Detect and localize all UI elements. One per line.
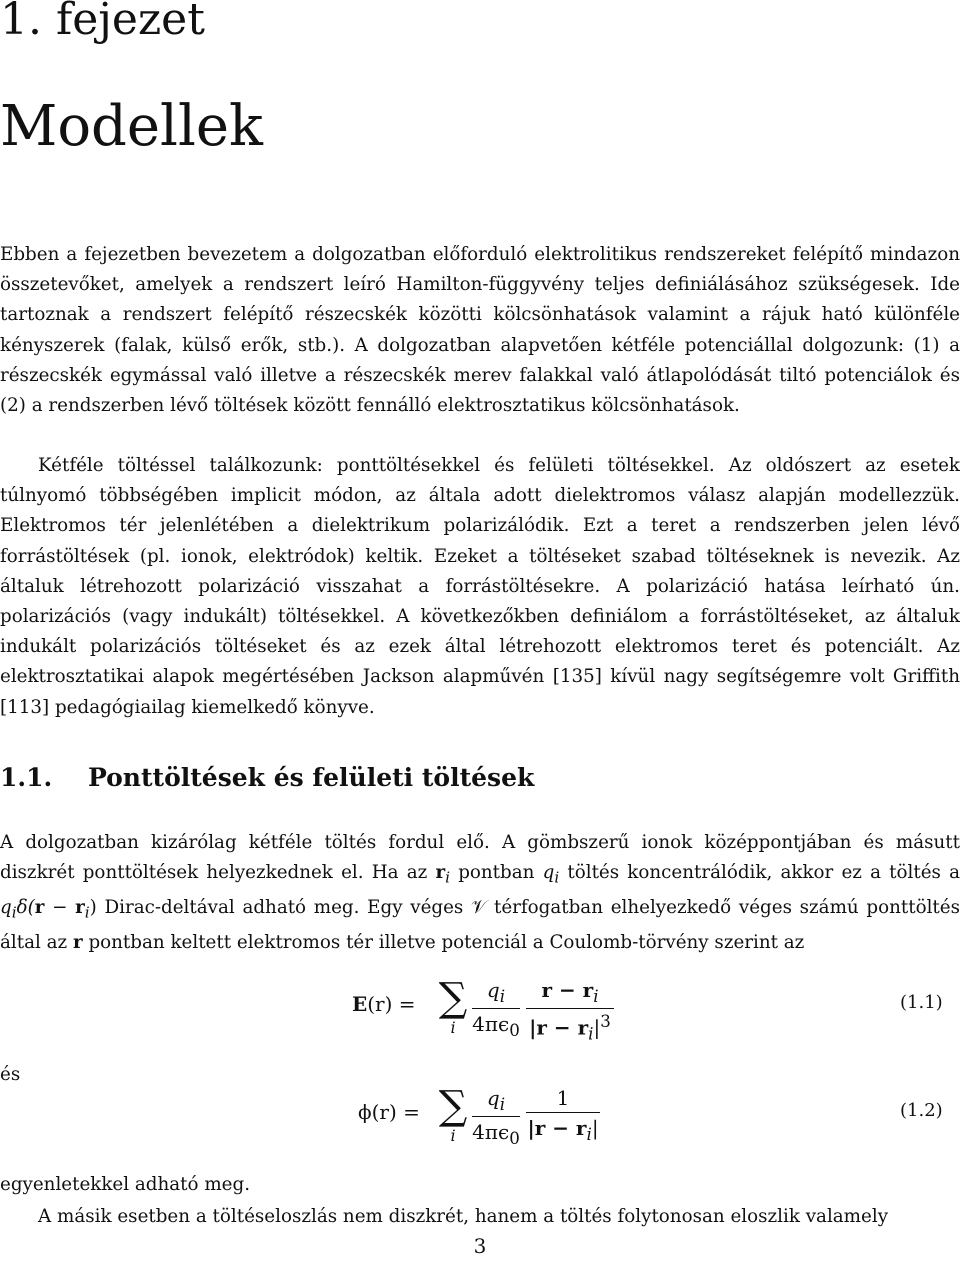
after-equations-text: egyenletekkel adható meg. — [0, 1174, 251, 1195]
eq1-fraction-charge: $\frac{q_i}{4\pi\epsilon_0}$ — [472, 978, 520, 1040]
eq2-sum: ∑ i — [438, 1083, 468, 1145]
page-number: 3 — [473, 1234, 487, 1258]
eq1-sum: ∑ i — [438, 975, 468, 1037]
eq1-fraction-vector: $\frac{r - r_i}{|r - r_i|^3}$ — [526, 978, 614, 1044]
eq1-lhs: E(r) = — [352, 992, 416, 1016]
eq2-fraction-inverse: $\frac{1}{|r - r_i|}$ — [527, 1086, 599, 1144]
chapter-label: 1. fejezet — [0, 0, 205, 45]
equation-1-2 — [0, 1083, 960, 1166]
section-paragraph: A dolgozatban kizárólag kétféle töltés fordul elő. A gömbszerű ionok középpontjában és másutt diszkrét ponttöltések helyezkednek el. Ha az $r_i$ pontban $q_i$ töltés koncentrálódik, akkor ez a töltés a $q_i\delta(r - r_i)$ Dirac-deltával adható meg. Egy véges 𝒱 térfogatban elhelyezkedő véges számú ponttöltés által az r pontban keltett elektromos tér illetve potenciál a Coulomb-törvény szerint az — [0, 832, 960, 953]
chapter-title: Modellek — [0, 94, 263, 159]
position-vector: r — [435, 862, 446, 884]
intro-paragraph: Ebben a fejezetben bevezetem a dolgozatban előforduló elektrolitikus rendszereket felépítő mindazon összetevőket, amelyek a rendszert leíró Hamilton-függyvény teljes definiálásához szükségesek. Ide tartoznak a rendszert felépítő részecskék közötti kölcsönhatások valamint a rájuk ható különféle kényszerek (falak, külső erők, stb.). A dolgozatban alapvetően kétféle potenciállal dolgozunk: (1) a részecskék egymással való illetve a részecskék merev falakkal való átlapolódását tiltó potenciálok és (2) a rendszerben lévő töltések között fennálló elektrosztatikus kölcsönhatások. — [0, 244, 960, 417]
section-title: Ponttöltések és felületi töltések — [88, 763, 535, 792]
eq2-fraction-charge: $\frac{q_i}{4\pi\epsilon_0}$ — [472, 1086, 520, 1148]
last-line: A másik esetben a töltéseloszlás nem diszkrét, hanem a töltés folytonosan eloszlik valamely — [38, 1206, 889, 1227]
section-heading — [0, 763, 534, 792]
connector-word: és — [0, 1064, 21, 1085]
eq2-lhs: ϕ(r) = — [358, 1100, 420, 1124]
charge-symbol: q — [542, 862, 555, 884]
equation-1-1 — [0, 975, 960, 1058]
section-number: 1.1. — [0, 763, 53, 792]
second-paragraph: Kétféle töltéssel találkozunk: ponttöltésekkel és felületi töltésekkel. Az oldószert az esetek túlnyomó többségében implicit módon, az általa adott dielektromos válasz alapján modellezzük. Elektromos tér jelenlétében a dielektrikum polarizálódik. Ezt a teret a rendszerben jelen lévő forrástöltések (pl. ionok, elektródok) keltik. Ezeket a töltéseket szabad töltéseknek is nevezik. Az általuk létrehozott polarizáció visszahat a forrástöltésekre. A polarizáció hatása leírható ún. polarizációs (vagy indukált) töltésekkel. A következőkben definiálom a forrástöltéseket, az általuk indukált polarizációs töltéseket és az ezek által létrehozott elektromos teret és potenciált. Az elektrosztatikai alapok megértésében Jackson alapművén [135] kívül nagy segítségemre volt Griffith [113] pedagógiailag kiemelkedő könyve. — [0, 455, 960, 718]
volume-symbol: 𝒱 — [471, 897, 487, 919]
eq1-number: (1.1) — [900, 992, 943, 1013]
eq2-number: (1.2) — [900, 1100, 943, 1121]
